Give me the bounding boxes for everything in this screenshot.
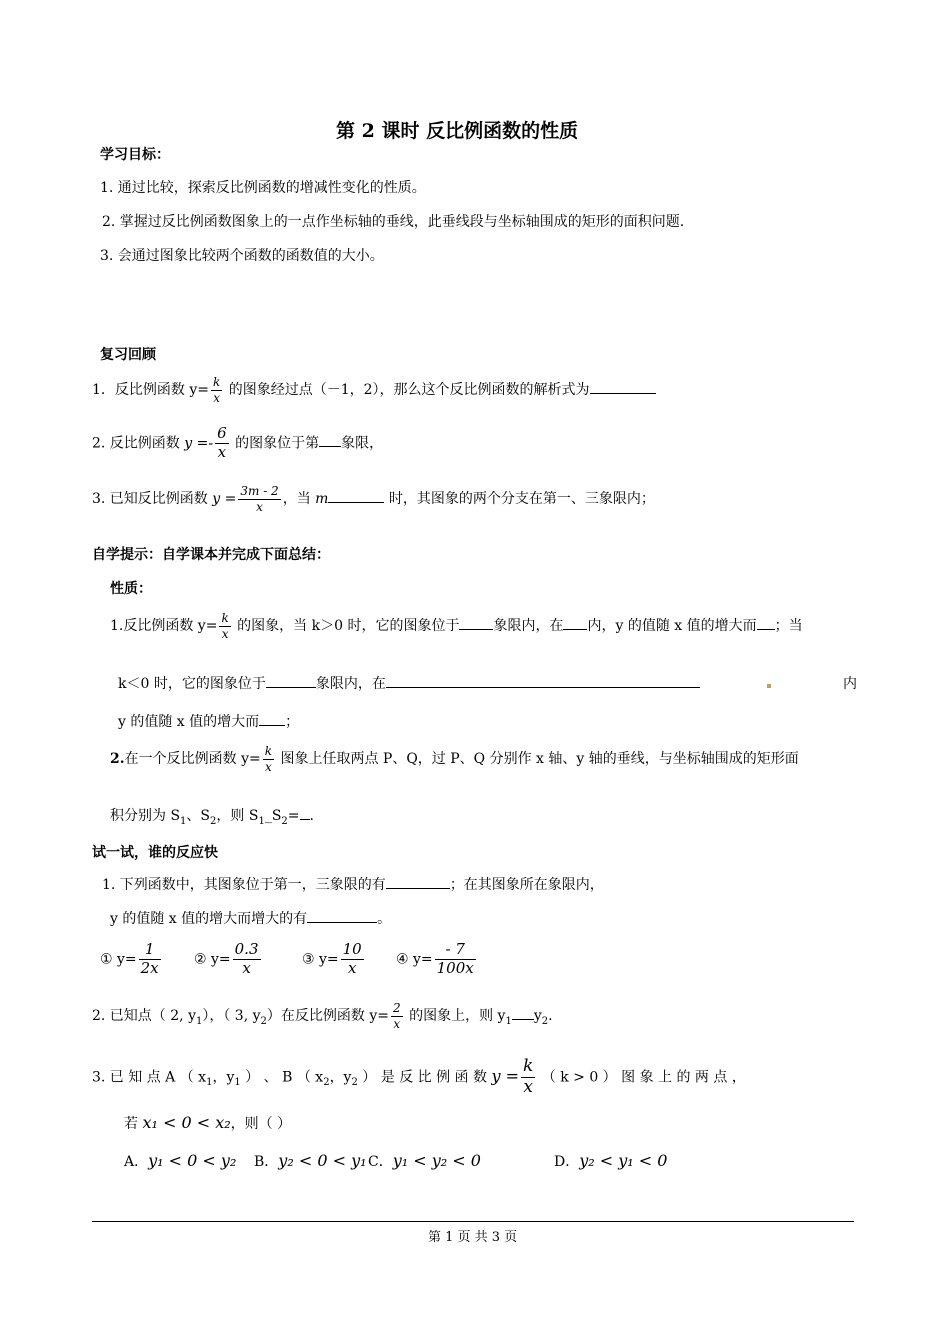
tryit-heading: 试一试，谁的反应快: [92, 845, 218, 861]
goal-item-3: 3. 会通过图象比较两个函数的函数值的大小。: [100, 248, 384, 264]
tryit-q3-choice-c: C．y₁ < y₂ < 0: [368, 1151, 481, 1170]
tryit-q3-line-1: 3. 已 知 点 A （ $x_1$，$y_1$ ） 、 B （ $x_2$，$y_2$ ） 是 反 比 例 函 数 y = $\frac{k}{x}$ （ k > 0 ） 图 象 上 的 两 点 ，: [92, 1056, 746, 1097]
property-1-line-2a: k＜0 时，它的图象位于 象限内，在: [118, 673, 700, 693]
stray-mark: [767, 684, 771, 688]
tryit-q2: 2. 已知点（ 2, $y_1$），（ 3, $y_2$）在反比例函数 y= $\frac{2}{x}$ 的图象上，则 $y_1$ $y_2$.: [92, 1001, 553, 1031]
goal-item-1: 1. 通过比较，探索反比例函数的增减性变化的性质。: [100, 180, 426, 196]
tryit-q3-choice-b: B．y₂ < 0 < y₁: [254, 1151, 367, 1170]
review-heading: 复习回顾: [100, 347, 156, 363]
goal-item-2: 2. 掌握过反比例函数图象上的一点作坐标轴的垂线，此垂线段与坐标轴围成的矩形的面积问题.: [102, 214, 685, 230]
tryit-q1-line-1: 1. 下列函数中，其图象位于第一，三象限的有 ；在其图象所在象限内，: [102, 874, 604, 894]
selfstudy-heading: 自学提示：自学课本并完成下面总结：: [92, 547, 330, 563]
tryit-q1-option-2: ② y= $\frac{0.3}{x}$: [194, 940, 259, 977]
review-q2: 2. 反比例函数 y =- $\frac{6}{x}$ 的图象位于第 象限，: [92, 424, 384, 461]
tryit-q1-option-4: ④ y= $\frac{- 7}{100x}$: [396, 940, 474, 977]
tryit-q3-line-2: 若 x₁ < 0 < x₂，则（ ）: [124, 1113, 292, 1132]
property-1-line-1: 1.反比例函数 y= $\frac{k}{x}$ 的图象，当 k＞0 时，它的图象位于 象限内，在 内，y 的值随 x 值的增大而 ；当: [110, 611, 803, 641]
footer-divider: [92, 1221, 854, 1222]
property-2-line-1: 2.在一个反比例函数 y= $\frac{k}{x}$ 图象上任取两点 P、Q，过 P、Q 分别作 x 轴、y 轴的垂线，与坐标轴围成的矩形面: [110, 744, 799, 774]
tryit-q3-choice-a: A．y₁ < 0 < y₂: [124, 1151, 237, 1170]
page-number: 第 1 页 共 3 页: [428, 1230, 518, 1245]
property-heading: 性质：: [110, 581, 152, 597]
tryit-q3-choice-d: D．y₂ < y₁ < 0: [554, 1151, 668, 1170]
property-1-line-3: y 的值随 x 值的增大而 ；: [118, 711, 299, 731]
property-2-line-2: 积分别为 $S_1$、$S_2$，则 $S_1\_S_2=$ .: [110, 805, 314, 827]
tryit-q1-option-1: ① y= $\frac{1}{2x}$: [100, 940, 159, 977]
review-q1: 1．反比例函数 y= $\frac{k}{x}$ 的图象经过点（－1，2），那么这个反比例函数的解析式为: [92, 376, 656, 404]
tryit-q1-line-2: y 的值随 x 值的增大而增大的有 。: [110, 908, 391, 928]
goals-heading: 学习目标：: [100, 147, 170, 163]
page-title: 第 2 课时 反比例函数的性质: [336, 120, 579, 142]
review-q3: 3. 已知反比例函数 y = $\frac{3m - 2}{x}$ ，当 m 时，其图象的两个分支在第一、三象限内；: [92, 484, 655, 514]
property-1-line-2b: 内: [843, 676, 857, 692]
tryit-q1-option-3: ③ y= $\frac{10}{x}$: [302, 940, 362, 977]
